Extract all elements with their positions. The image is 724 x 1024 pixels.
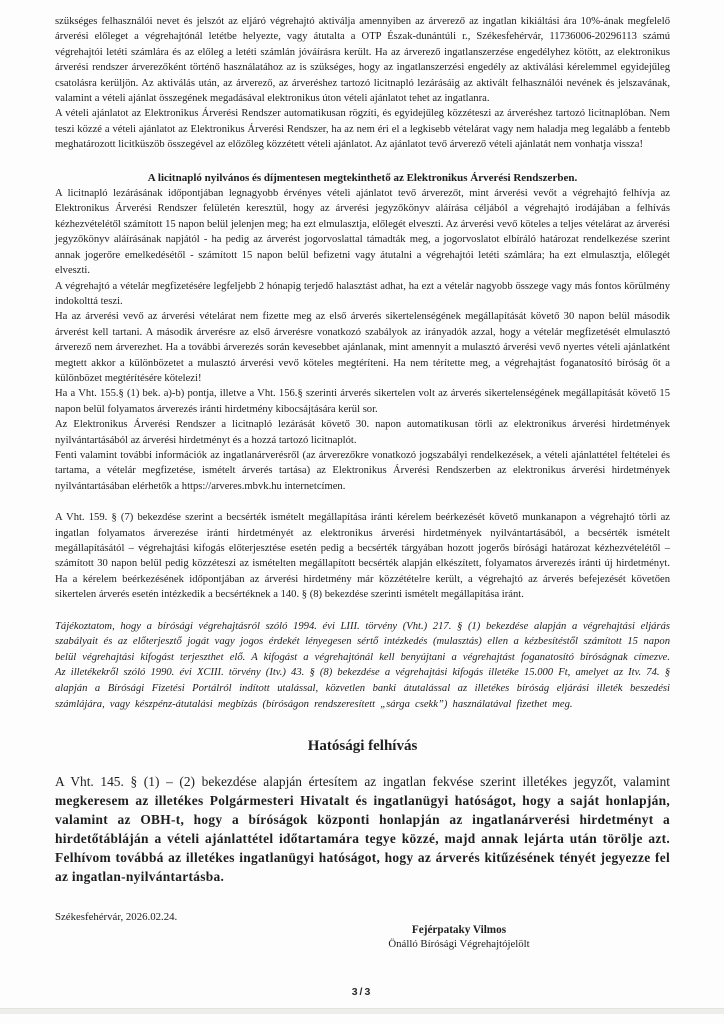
paragraph-vht-155-156: Ha a Vht. 155.§ (1) bek. a)-b) pontja, illetve a Vht. 156.§ szerinti árverés sikertelen volt az árverés sikertelenségének megállapítását követő 15 napon belül folyamatos árverezés iránti hirdetmény kibocsájtására kerül sor. [55, 388, 670, 415]
paragraph-payment-extension: A végrehajtó a vételár megfizetésére legfeljebb 2 hónapig terjedő halasztást adhat, ha ezt a vételár nagyobb összege vagy más fontos körülmény indokolttá teszi. [55, 280, 670, 307]
spacer [55, 603, 670, 619]
paragraph-auto-deletion: Az Elektronikus Árverési Rendszer a licitnapló lezárását követő 30. napon automatikusan törli az elektronikus árverési hirdetmények nyilvántartásából az árverési hirdetményt és a hozzá tartozó licitnaplót. [55, 419, 670, 446]
signatory-name: Fejérpataky Vilmos [411, 924, 507, 937]
authority-notice-normal-text: A Vht. 145. § (1) – (2) bekezdése alapján értesítem az ingatlan fekvése szerint illetékes jegyzőt, valamint [55, 774, 670, 790]
page-number: 3/3 [351, 986, 373, 998]
scan-bottom-edge [0, 1008, 724, 1014]
signature-block [327, 924, 591, 950]
heading-hatosagi-felhivas: Hatósági felhívás [307, 738, 418, 755]
spacer [55, 494, 670, 510]
paragraph-further-information: Fenti valamint további információk az ingatlanárverésről (az árverezőkre vonatkozó jogszabályi rendelkezések, a vételi ajánlattétel feltételei és tartama, a vételár megfizetése, ismételt árverés tartása) az Elektronikus Árverési Rendszerben az elektronikus árverési hirdetmények nyilvántartásában elérhetők a https://arveres.mbvk.hu internetcímen. [55, 449, 670, 492]
paragraph-bid-registration: A vételi ajánlatot az Elektronikus Árverési Rendszer automatikusan rögzíti, és egyidejűleg közzéteszi az árveréshez tartozó licitnaplóban. Nem teszi közzé a vételi ajánlatot az Elektronikus Árverési Rendszer, ha az nem éri el a legkisebb vételárat vagy nem haladja meg legalább a fentebb meghatározott licitküszöb összegével az előzőleg közzétett vételi ajánlatot. Az ajánlatot tevő árverező vételi ajánlatát nem vonhatja vissza! [55, 108, 670, 151]
paragraph-vht-159-revaluation: A Vht. 159. § (7) bekezdése szerint a becsérték ismételt megállapítása iránti kérelem beérkezését követő munkanapon a végrehajtó törli az ingatlan folyamatos árverezése iránti hirdetményét az elektronikus árverési hirdetmények nyilvántartásából, a becsérték ismételt megállapításától – végrehajtási kifogás előterjesztése esetén pedig a becsérték tárgyában hozott jogerős bírósági határozat kézhezvételétől – számított 30 napon belül pedig közzéteszi az ismételten megállapított becsérték alapján elkészített, folyamatos árverezés iránti új hirdetményt. Ha a kérelem beérkezésének időpontjában az árverési hirdetmény már közzétételre került, a végrehajtó az árverés befejezését követően sikertelen árverés esetén intézkedik a becsértéknek a 140. § (8) bekezdése szerinti ismételt megállapítása iránt. [55, 512, 670, 601]
paragraph-deposit-activation: szükséges felhasználói nevet és jelszót az eljáró végrehajtó aktiválja amennyiben az árverező az ingatlan kikiáltási ára 10%-ának megfelelő árverési előleget a végrehajtónál letétbe helyezte, vagy átutalta a OTP Észak-dunántúli r., Székesfehérvár, 11736006-20296113 számú végrehajtói letéti számlára és az előleg a letéti számlán jóváírásra került. Ha az árverező ingatlanszerzése engedélyhez kötött, az elektronikus árverési rendszer árverezőként történő használatához az is szükséges, hogy az ingatlanszerzési engedély az aktiválási kérelemmel egyidejűleg csatolásra kerüljön. Az aktiválás után, az árverező, az árveréshez tartozó licitnapló lezárásáig az aktivált felhasználói nevének és jelszavának, valamint a vételi ajánlat összegének megadásával elektronikus úton vételi ajánlatot tehet az ingatlanra. [55, 16, 670, 105]
signatory-title: Önálló Bírósági Végrehajtójelölt [388, 938, 530, 951]
paragraph-second-auction: Ha az árverési vevő az árverési vételárat nem fizette meg az első árverés sikertelenségének megállapítását követő 30 napon belül második árverést kell tartani. A második árverésre az első árverésre vonatkozó szabályok az irányadók azzal, hogy a vételár megfizetését elmulasztó árverező nem árverezhet. Ha a további árverezés során kevesebbet ajánlanak, mint amennyit a mulasztó árverési vevő nyertes vételi ajánlatként megtett akkor a különbözetet a mulasztó árverési vevő köteles megtéríteni. Ha nem térítette meg, a végrehajtást foganatosító bíróság őt a különbözet megtérítésére kötelezi! [55, 311, 670, 384]
paragraph-legal-remedy-notice: Tájékoztatom, hogy a bírósági végrehajtásról szóló 1994. évi LIII. törvény (Vht.) 217. § (1) bekezdése alapján a végrehajtási eljárás szabályait és az előterjesztő jogát vagy jogos érdekét lényegesen sértő intézkedés (mulasztás) ellen a kézbesítéstől számított 15 napon belül végrehajtási kifogást terjeszthet elő. A kifogást a végrehajtónál kell benyújtani a végrehajtást foganatosító bíróságnak címezve. Az illetékekről szóló 1990. évi XCIII. törvény (Itv.) 43. § (8) bekezdése a végrehajtási kifogás illetéke 15.000 Ft, amelyet az Itv. 74. § alapján a Bírósági Fizetési Portálról indított utalással, közvetlen banki átutalással az illetékes bíróság eljárási illeték beszedési számlájára, vagy készpénz-átutalási megbízás (bíróságon rendszeresített „sárga csekk”) használatával fizethet meg. [55, 620, 670, 710]
heading-licitnaplo-public: A licitnapló nyilvános és díjmentesen megtekinthető az Elektronikus Árverési Rendszerben. [147, 171, 578, 184]
signature-area [55, 911, 670, 981]
place-date-line: Székesfehérvár, 2026.02.24. [55, 911, 178, 924]
paragraph-authority-notice [55, 772, 670, 886]
authority-notice-bold-text: megkeresem az illetékes Polgármesteri Hivatalt és ingatlanügyi hatóságot, hogy a saját honlapján, valamint az OBH-t, hogy a bíróságok központi honlapján az ingatlanárverési hirdetményt a hirdetőtábláján a vételi ajánlattétel időtartamára tegye közzé, majd annak lejárta után törölje azt. Felhívom továbbá az illetékes ingatlanügyi hatóságot, hogy az árverés kitűzésének tényét jegyezze fel az ingatlan-nyilvántartásba. [55, 793, 670, 885]
paragraph-auction-winner-obligations: A licitnapló lezárásának időpontjában legnagyobb érvényes vételi ajánlatot tevő árverezőt, mint árverési vevőt a végrehajtó felhívja az Elektronikus Árverési Rendszer felületén keresztül, hogy az árverési jegyzőkönyv aláírása céljából a végrehajtó irodájában a felhívás kézhezvételétől számított 15 napon belül jelenjen meg; ha ezt elmulasztja, előlegét elveszti. Az árverési vevő köteles a teljes vételárat az árverési jegyzőkönyv aláírásának napjától - ha pedig az árverést jogorvoslattal támadták meg, a jogorvoslatot elbíráló határozat rendelkezése szerint annak jogerőre emelkedésétől - számított 15 napon belül befizetni vagy átutalni a végrehajtói letéti számlára; ha ezt elmulasztja, előlegét elveszti. [55, 188, 670, 277]
